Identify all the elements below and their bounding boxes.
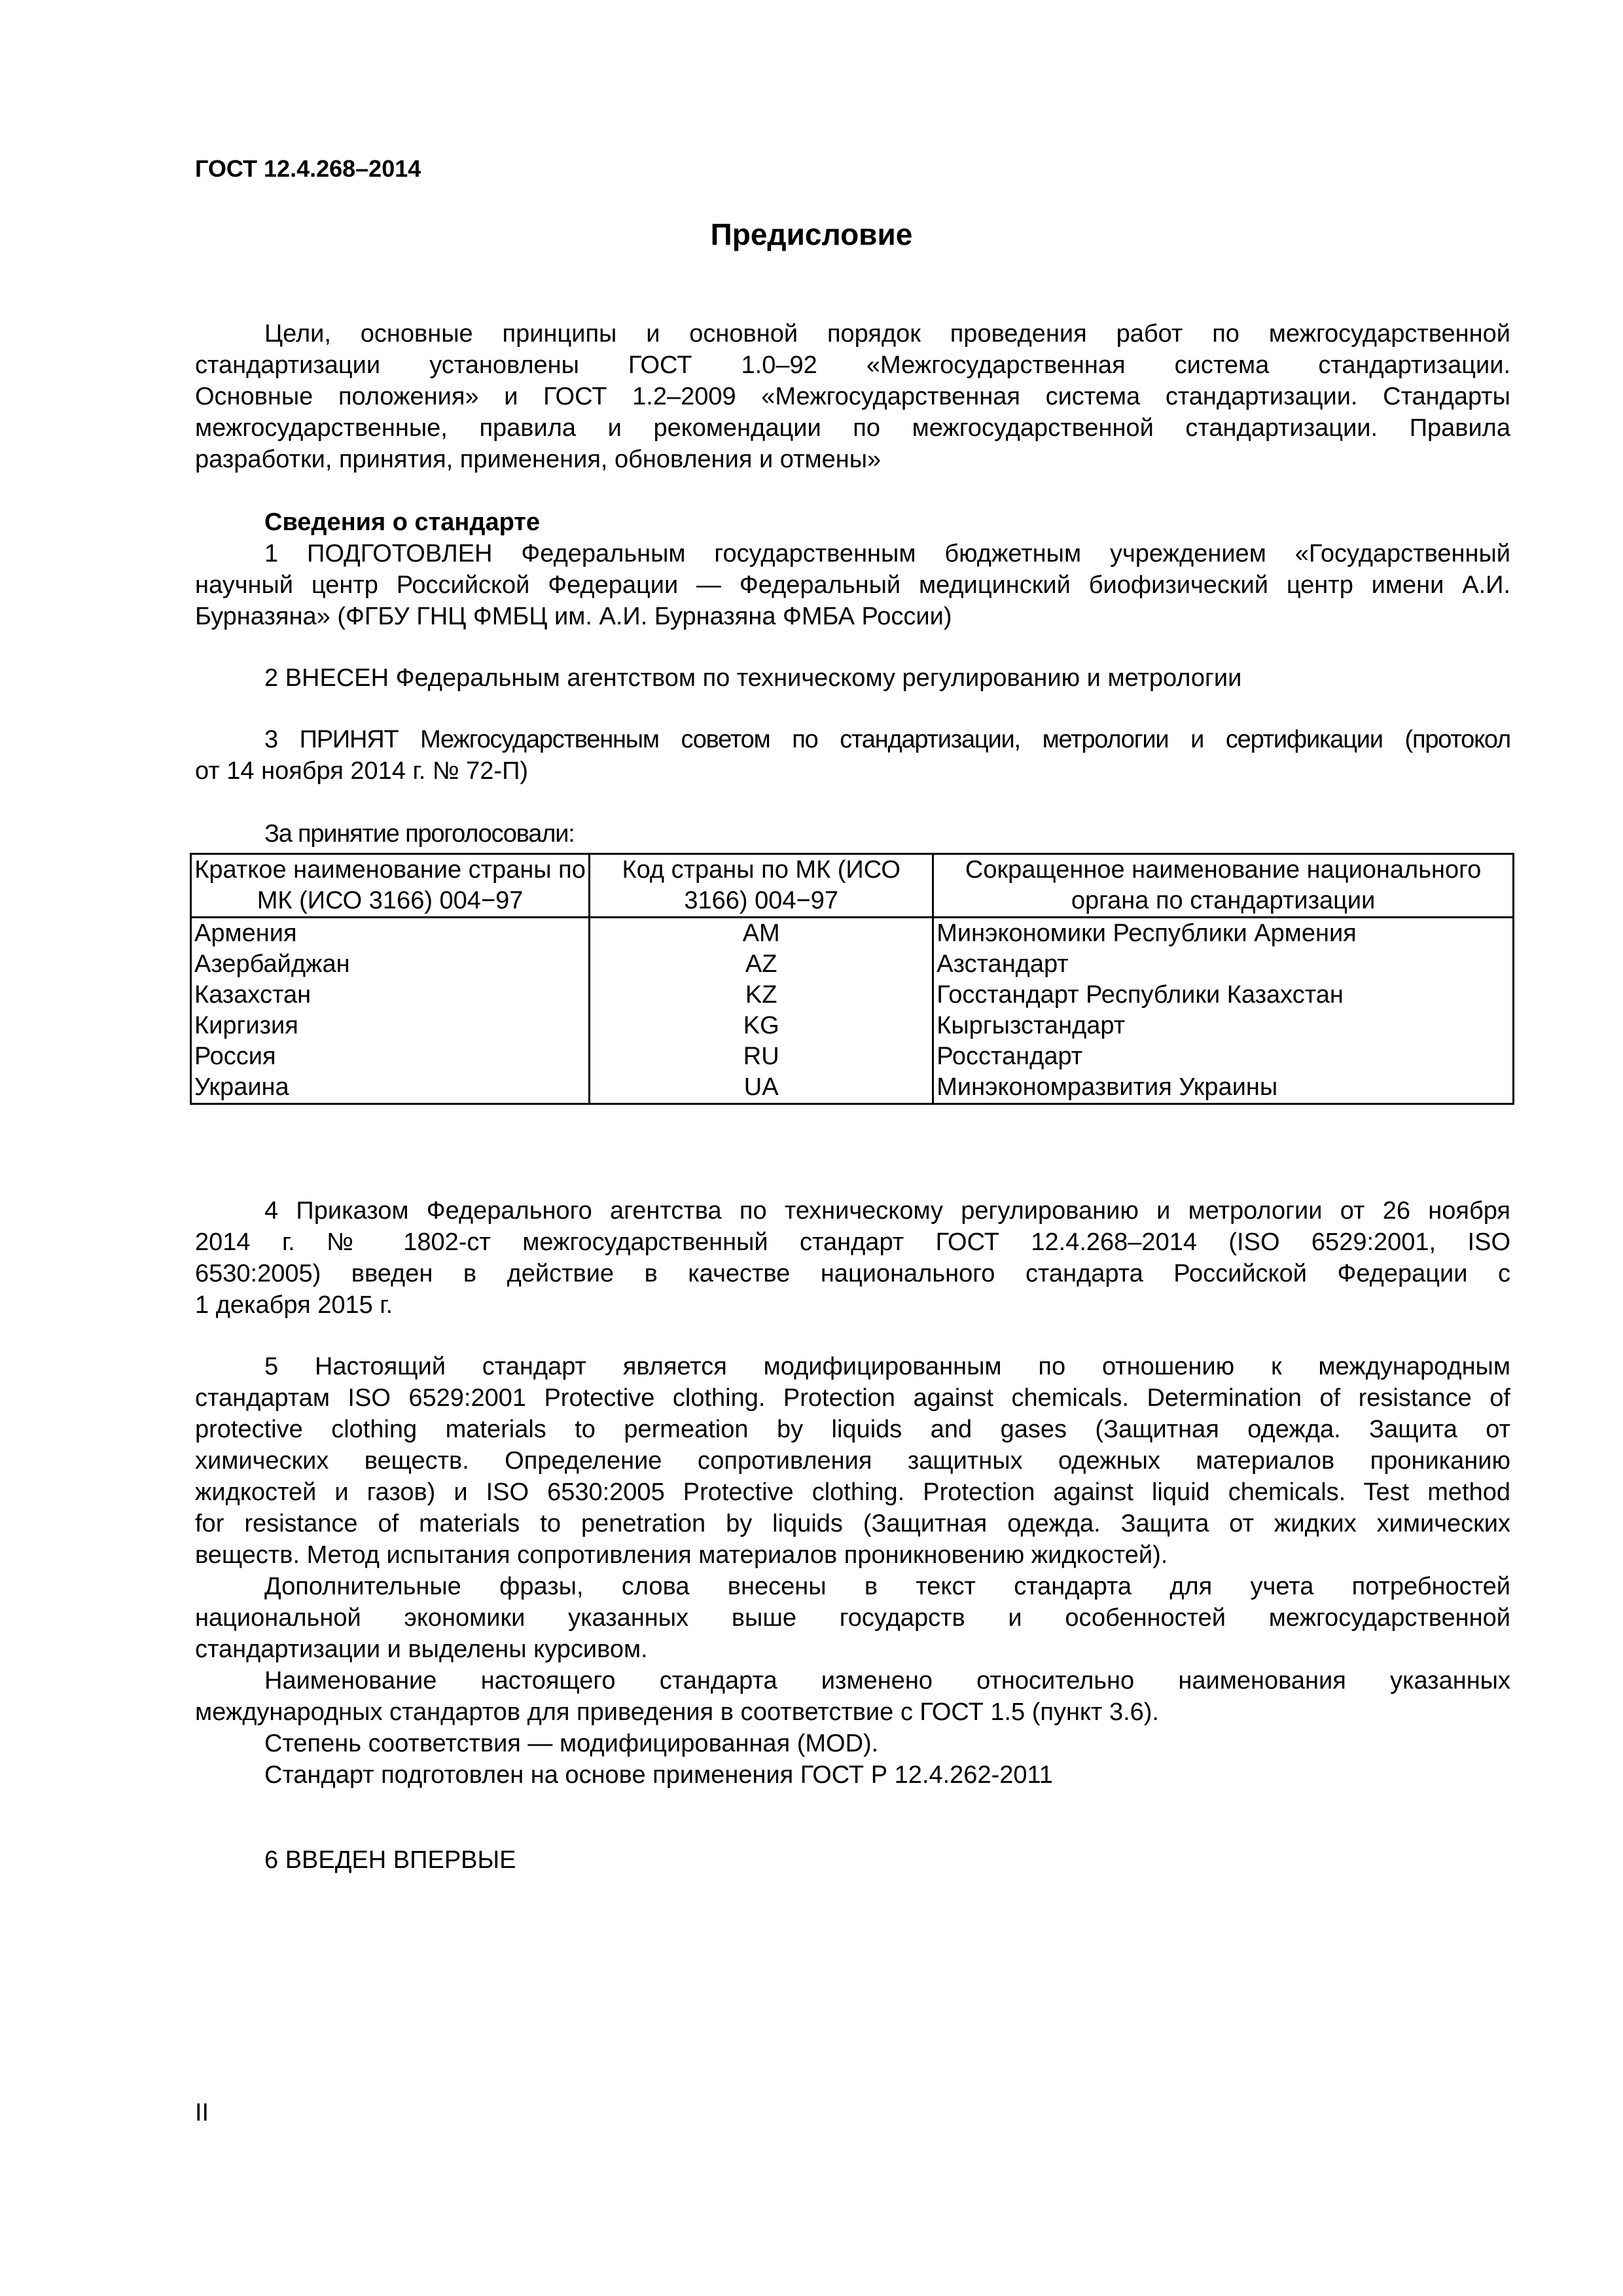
header-country-name: Краткое наименование страны по МК (ИСО 3166) 004−97 (191, 854, 590, 918)
item-2-text: 2 ВНЕСЕН Федеральным агентством по техническому регулированию и метрологии (264, 664, 1242, 692)
item-6-text: 6 ВВЕДЕН ВПЕРВЫЕ (264, 1846, 516, 1874)
item-5-additional-line: стандартизации и выделены курсивом. (195, 1636, 648, 1663)
cell-body: Азстандарт (933, 949, 1514, 980)
item-5-line: жидкостей и газов) и ISO 6530:2005 Protective clothing. Protection against liquid chemicals. Test method (195, 1479, 1510, 1506)
item-5 (195, 1351, 1510, 1791)
item-3-line: от 14 ноября 2014 г. № 72-П) (195, 757, 529, 785)
cell-code: KZ (590, 980, 933, 1011)
vote-caption (195, 818, 1510, 850)
cell-body: Минэкономики Республики Армения (933, 918, 1514, 950)
item-3 (195, 724, 1510, 787)
table-row (191, 949, 1514, 980)
table-header-row (191, 854, 1514, 918)
item-4-line: 6530:2005) введен в действие в качестве национального стандарта Российской Федерации с (195, 1260, 1510, 1287)
cell-body: Минэкономразвития Украины (933, 1072, 1514, 1104)
item-1-line: научный центр Российской Федерации — Федеральный медицинский биофизический центр имени А.И. (195, 571, 1510, 599)
intro-line: разработки, принятия, применения, обновления и отмены» (195, 446, 882, 473)
intro-line: стандартизации установлены ГОСТ 1.0–92 «Межгосударственная система стандартизации. (195, 351, 1510, 379)
cell-country: Армения (191, 918, 590, 950)
item-4-line: 4 Приказом Федерального агентства по техническому регулированию и метрологии от 26 ноября (264, 1197, 1510, 1225)
item-5-line: 5 Настоящий стандарт является модифицированным по отношению к международным (264, 1353, 1510, 1380)
table-row (191, 1011, 1514, 1041)
cell-country: Украина (191, 1072, 590, 1104)
item-4 (195, 1195, 1510, 1321)
intro-line: межгосударственные, правила и рекомендации по межгосударственной стандартизации. Правила (195, 414, 1510, 442)
item-5-line: for resistance of materials to penetration by liquids (Защитная одежда. Защита от жидких химических (195, 1510, 1510, 1537)
intro-paragraph (195, 318, 1510, 475)
item-5-line: химических веществ. Определение сопротивления защитных одежных материалов прониканию (195, 1447, 1510, 1475)
cell-code: AM (590, 918, 933, 950)
item-3-line: 3 ПРИНЯТ Межгосударственным советом по стандартизации, метрологии и сертификации (протокол (264, 726, 1510, 753)
item-4-line: 2014 г. № 1802-ст межгосударственный стандарт ГОСТ 12.4.268–2014 (ISO 6529:2001, ISO (195, 1229, 1510, 1256)
intro-line: Основные положения» и ГОСТ 1.2–2009 «Межгосударственная система стандартизации. Стандарты (195, 383, 1510, 410)
item-5-additional-line: национальной экономики указанных выше государств и особенностей межгосударственной (195, 1604, 1510, 1632)
intro-line: Цели, основные принципы и основной порядок проведения работ по межгосударственной (264, 320, 1510, 348)
page-number: II (195, 2099, 209, 2126)
table-row (191, 1041, 1514, 1072)
cell-code: RU (590, 1041, 933, 1072)
item-5-basis: Стандарт подготовлен на основе применения ГОСТ Р 12.4.262-2011 (264, 1761, 1053, 1789)
standard-code-header: ГОСТ 12.4.268–2014 (195, 155, 421, 182)
standard-info (195, 507, 1510, 632)
cell-code: AZ (590, 949, 933, 980)
vote-caption-text: За принятие проголосовали: (264, 820, 575, 848)
cell-country: Россия (191, 1041, 590, 1072)
header-standards-body: Сокращенное наименование национального органа по стандартизации (933, 854, 1514, 918)
section-heading: Сведения о стандарте (264, 509, 541, 536)
item-5-naming-line: Наименование настоящего стандарта изменено относительно наименования указанных (264, 1667, 1510, 1695)
item-5-naming-line: международных стандартов для приведения в соответствие с ГОСТ 1.5 (пункт 3.6). (195, 1698, 1159, 1726)
cell-country: Киргизия (191, 1011, 590, 1041)
cell-body: Госстандарт Республики Казахстан (933, 980, 1514, 1011)
countries-table (190, 853, 1514, 1105)
item-5-line: стандартам ISO 6529:2001 Protective clothing. Protection against chemicals. Determination of resistance of (195, 1384, 1510, 1412)
item-4-line: 1 декабря 2015 г. (195, 1291, 393, 1319)
item-5-conformity: Степень соответствия — модифицированная (MOD). (264, 1730, 879, 1757)
header-country-code: Код страны по МК (ИСО 3166) 004−97 (590, 854, 933, 918)
item-1-line: 1 ПОДГОТОВЛЕН Федеральным государственным бюджетным учреждением «Государственный (264, 540, 1510, 567)
table-row (191, 918, 1514, 950)
item-2 (195, 662, 1510, 694)
item-5-line: protective clothing materials to permeation by liquids and gases (Защитная одежда. Защита от (195, 1416, 1510, 1443)
cell-code: KG (590, 1011, 933, 1041)
page-title: Предисловие (710, 217, 913, 251)
item-1-line: Бурназяна» (ФГБУ ГНЦ ФМБЦ им. А.И. Бурназяна ФМБА России) (195, 603, 952, 630)
item-6 (195, 1844, 1510, 1876)
cell-country: Казахстан (191, 980, 590, 1011)
cell-country: Азербайджан (191, 949, 590, 980)
table-row (191, 1072, 1514, 1104)
item-5-line: веществ. Метод испытания сопротивления материалов проникновению жидкостей). (195, 1541, 1168, 1569)
cell-body: Росстандарт (933, 1041, 1514, 1072)
cell-code: UA (590, 1072, 933, 1104)
table-row (191, 980, 1514, 1011)
cell-body: Кыргызстандарт (933, 1011, 1514, 1041)
item-5-additional-line: Дополнительные фразы, слова внесены в текст стандарта для учета потребностей (264, 1573, 1510, 1600)
